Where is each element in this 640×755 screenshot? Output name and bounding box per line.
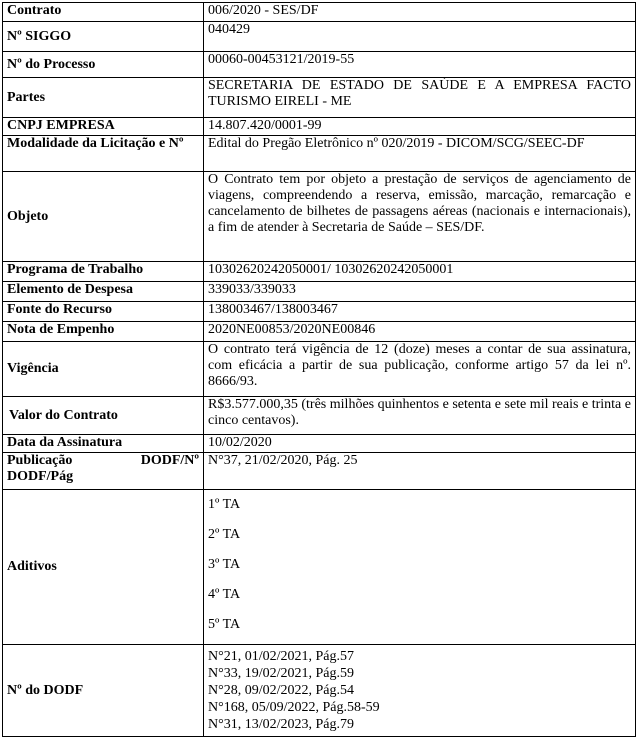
value-processo: 00060-00453121/2019-55 — [204, 52, 636, 78]
aditivo-item: 4º TA — [208, 587, 241, 602]
row-fonte — [3, 302, 636, 322]
label-objeto: Objeto — [3, 172, 204, 262]
label-publicacao: Publicação DODF/Nº DODF/Pág — [3, 453, 204, 490]
aditivo-item: 5º TA — [208, 617, 241, 632]
value-contrato: 006/2020 - SES/DF — [204, 3, 636, 22]
label-siggo: Nº SIGGO — [3, 22, 204, 52]
row-programa — [3, 262, 636, 282]
label-aditivos: Aditivos — [3, 490, 204, 645]
value-modalidade: Edital do Pregão Eletrônico nº 020/2019 - DICOM/SCG/SEEC-DF — [204, 136, 636, 172]
value-elemento: 339033/339033 — [204, 282, 636, 302]
aditivo-item: 1º TA — [208, 497, 241, 512]
value-assinatura: 10/02/2020 — [204, 435, 636, 453]
row-modalidade — [3, 136, 636, 172]
label-modalidade: Modalidade da Licitação e Nº — [3, 136, 204, 172]
label-fonte: Fonte do Recurso — [3, 302, 204, 322]
row-partes — [3, 78, 636, 118]
label-processo: Nº do Processo — [3, 52, 204, 78]
dodf-item: N°28, 09/02/2022, Pág.54 — [208, 683, 354, 698]
row-contrato — [3, 3, 636, 22]
value-programa: 10302620242050001/ 10302620242050001 — [204, 262, 636, 282]
value-fonte: 138003467/138003467 — [204, 302, 636, 322]
label-assinatura: Data da Assinatura — [3, 435, 204, 453]
aditivo-item: 3º TA — [208, 557, 241, 572]
label-empenho: Nota de Empenho — [3, 322, 204, 342]
row-assinatura — [3, 435, 636, 453]
value-aditivos — [204, 490, 636, 645]
row-objeto — [3, 172, 636, 262]
row-elemento — [3, 282, 636, 302]
value-cnpj: 14.807.420/0001-99 — [204, 118, 636, 136]
dodf-item: N°21, 01/02/2021, Pág.57 — [208, 649, 354, 664]
value-objeto: O Contrato tem por objeto a prestação de serviços de agenciamento de viagens, compreendendo a reserva, emissão, marcação, remarcação e cancelamento de bilhetes de passagens aéreas (nacionais e internacionais), a fim de atender à Secretaria de Saúde – SES/DF. — [204, 172, 636, 262]
row-siggo — [3, 22, 636, 52]
label-valor: Valor do Contrato — [3, 397, 204, 435]
dodf-item: N°168, 05/09/2022, Pág.58-59 — [208, 700, 380, 715]
row-aditivos — [3, 490, 636, 645]
row-empenho — [3, 322, 636, 342]
label-partes: Partes — [3, 78, 204, 118]
label-contrato: Contrato — [3, 3, 204, 22]
dodf-item: N°33, 19/02/2021, Pág.59 — [208, 666, 354, 681]
value-siggo: 040429 — [204, 22, 636, 52]
row-cnpj — [3, 118, 636, 136]
row-publicacao — [3, 453, 636, 490]
contract-table — [2, 2, 636, 737]
value-valor: R$3.577.000,35 (três milhões quinhentos e setenta e sete mil reais e trinta e cinco centavos). — [204, 397, 636, 435]
value-publicacao: N°37, 21/02/2020, Pág. 25 — [204, 453, 636, 490]
aditivo-item: 2º TA — [208, 527, 241, 542]
row-dodf — [3, 645, 636, 737]
value-partes: SECRETARIA DE ESTADO DE SAÚDE E A EMPRESA FACTO TURISMO EIRELI - ME — [204, 78, 636, 118]
row-valor — [3, 397, 636, 435]
value-dodf — [204, 645, 636, 737]
label-dodf: Nº do DODF — [3, 645, 204, 737]
value-empenho: 2020NE00853/2020NE00846 — [204, 322, 636, 342]
row-processo — [3, 52, 636, 78]
label-programa: Programa de Trabalho — [3, 262, 204, 282]
value-vigencia: O contrato terá vigência de 12 (doze) meses a contar de sua assinatura, com eficácia a partir de sua publicação, conforme artigo 57 da lei nº. 8666/93. — [204, 342, 636, 397]
row-vigencia — [3, 342, 636, 397]
label-elemento: Elemento de Despesa — [3, 282, 204, 302]
dodf-item: N°31, 13/02/2023, Pág.79 — [208, 717, 354, 732]
label-vigencia: Vigência — [3, 342, 204, 397]
label-cnpj: CNPJ EMPRESA — [3, 118, 204, 136]
